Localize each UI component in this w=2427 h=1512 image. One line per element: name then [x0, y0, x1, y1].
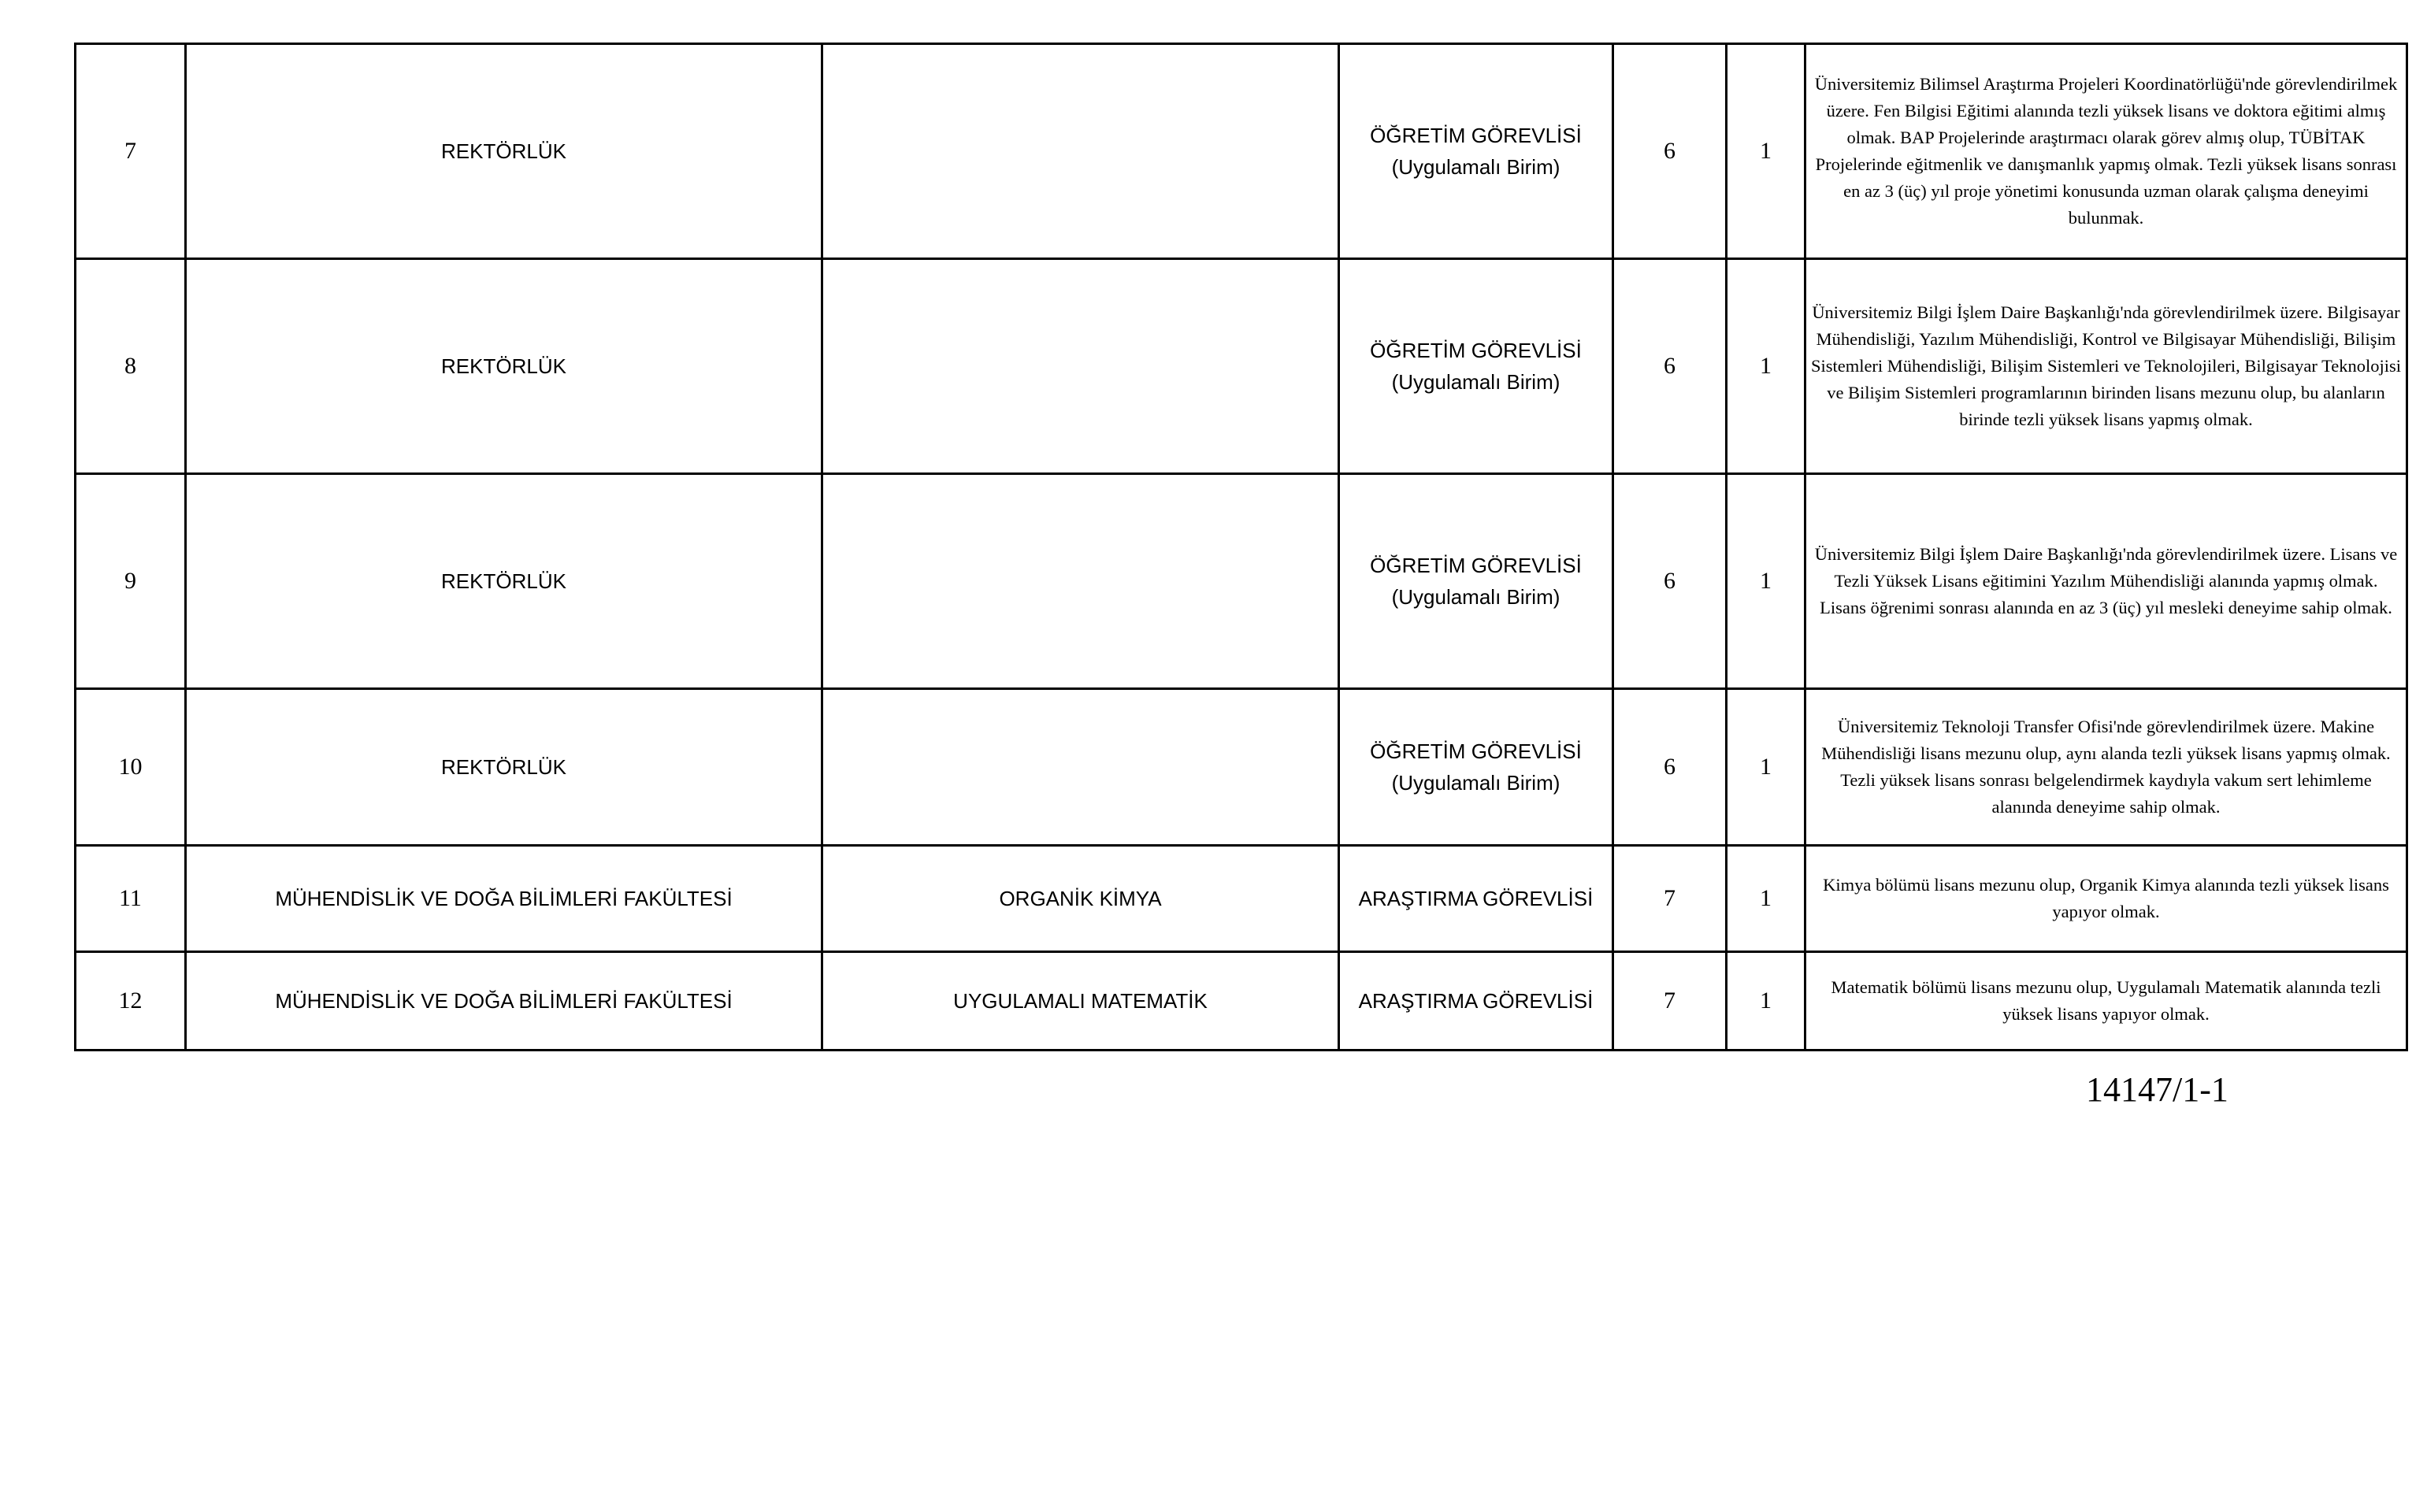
- position-title: [1339, 44, 1613, 259]
- table-row: [76, 259, 2407, 474]
- position-requirements: Üniversitemiz Bilgi İşlem Daire Başkanlığı'nda görevlendirilmek üzere. Bilgisayar Mühendisliği, Yazılım Mühendisliği, Kontrol ve Bilgisayar Mühendisliği, Bilişim Sistemleri Mühendisliği, Bilişim Sistemleri ve Teknolojileri, Bilgisayar Teknolojisi ve Bilişim Sistemleri programlarının birinden lisans mezunu olup, bu alanların birinde tezli yüksek lisans yapmış olmak.: [1805, 259, 2407, 474]
- position-title-line1: ARAŞTIRMA GÖREVLİSİ: [1358, 887, 1594, 910]
- table-row: [76, 952, 2407, 1051]
- position-table: [74, 43, 2408, 1051]
- position-degree: 6: [1613, 259, 1727, 474]
- position-title-line2: (Uygulamalı Birim): [1391, 370, 1560, 394]
- department-name: UYGULAMALI MATEMATİK: [822, 952, 1339, 1051]
- position-count: 1: [1727, 952, 1805, 1051]
- position-count: 1: [1727, 474, 1805, 689]
- unit-name: REKTÖRLÜK: [186, 689, 822, 846]
- row-number: 8: [76, 259, 186, 474]
- position-degree: 6: [1613, 474, 1727, 689]
- row-number: 10: [76, 689, 186, 846]
- row-number: 12: [76, 952, 186, 1051]
- unit-name: REKTÖRLÜK: [186, 259, 822, 474]
- position-title: [1339, 846, 1613, 952]
- position-degree: 7: [1613, 846, 1727, 952]
- position-requirements: Üniversitemiz Teknoloji Transfer Ofisi'nde görevlendirilmek üzere. Makine Mühendisliği lisans mezunu olup, aynı alanda tezli yüksek lisans yapmış olmak. Tezli yüksek lisans sonrası belgelendirmek kaydıyla vakum sert lehimleme alanında deneyime sahip olmak.: [1805, 689, 2407, 846]
- row-number: 7: [76, 44, 186, 259]
- department-name: [822, 259, 1339, 474]
- position-title-line1: ÖĞRETİM GÖREVLİSİ: [1370, 554, 1582, 577]
- position-title-line1: ÖĞRETİM GÖREVLİSİ: [1370, 739, 1582, 763]
- position-requirements: Üniversitemiz Bilgi İşlem Daire Başkanlığı'nda görevlendirilmek üzere. Lisans ve Tezli Yüksek Lisans eğitimini Yazılım Mühendisliği alanında yapmış olmak. Lisans öğrenimi sonrası alanında en az 3 (üç) yıl mesleki deneyime sahip olmak.: [1805, 474, 2407, 689]
- position-count: 1: [1727, 259, 1805, 474]
- position-count: 1: [1727, 846, 1805, 952]
- unit-name: MÜHENDİSLİK VE DOĞA BİLİMLERİ FAKÜLTESİ: [186, 846, 822, 952]
- table-row: [76, 474, 2407, 689]
- position-count: 1: [1727, 44, 1805, 259]
- department-name: [822, 44, 1339, 259]
- position-count: 1: [1727, 689, 1805, 846]
- table-row: [76, 44, 2407, 259]
- position-degree: 6: [1613, 44, 1727, 259]
- table-row: [76, 689, 2407, 846]
- position-title: [1339, 474, 1613, 689]
- position-title-line2: (Uygulamalı Birim): [1391, 585, 1560, 609]
- unit-name: MÜHENDİSLİK VE DOĞA BİLİMLERİ FAKÜLTESİ: [186, 952, 822, 1051]
- department-name: ORGANİK KİMYA: [822, 846, 1339, 952]
- position-title: [1339, 689, 1613, 846]
- unit-name: REKTÖRLÜK: [186, 44, 822, 259]
- position-title: [1339, 259, 1613, 474]
- document-number: 14147/1-1: [2086, 1070, 2228, 1109]
- position-requirements: Kimya bölümü lisans mezunu olup, Organik Kimya alanında tezli yüksek lisans yapıyor olmak.: [1805, 846, 2407, 952]
- unit-name: REKTÖRLÜK: [186, 474, 822, 689]
- position-title: [1339, 952, 1613, 1051]
- position-title-line1: ÖĞRETİM GÖREVLİSİ: [1370, 339, 1582, 362]
- department-name: [822, 474, 1339, 689]
- row-number: 9: [76, 474, 186, 689]
- department-name: [822, 689, 1339, 846]
- row-number: 11: [76, 846, 186, 952]
- position-degree: 6: [1613, 689, 1727, 846]
- table-row: [76, 846, 2407, 952]
- position-degree: 7: [1613, 952, 1727, 1051]
- position-title-line2: (Uygulamalı Birim): [1391, 771, 1560, 795]
- position-requirements: Üniversitemiz Bilimsel Araştırma Projeleri Koordinatörlüğü'nde görevlendirilmek üzere. Fen Bilgisi Eğitimi alanında tezli yüksek lisans ve doktora eğitimi almış olmak. BAP Projelerinde araştırmacı olarak görev almış olup, TÜBİTAK Projelerinde eğitmenlik ve danışmanlık yapmış olmak. Tezli yüksek lisans sonrası en az 3 (üç) yıl proje yönetimi konusunda uzman olarak çalışma deneyimi bulunmak.: [1805, 44, 2407, 259]
- position-title-line1: ÖĞRETİM GÖREVLİSİ: [1370, 124, 1582, 147]
- position-title-line1: ARAŞTIRMA GÖREVLİSİ: [1358, 989, 1594, 1013]
- position-requirements: Matematik bölümü lisans mezunu olup, Uygulamalı Matematik alanında tezli yüksek lisans yapıyor olmak.: [1805, 952, 2407, 1051]
- position-title-line2: (Uygulamalı Birim): [1391, 155, 1560, 179]
